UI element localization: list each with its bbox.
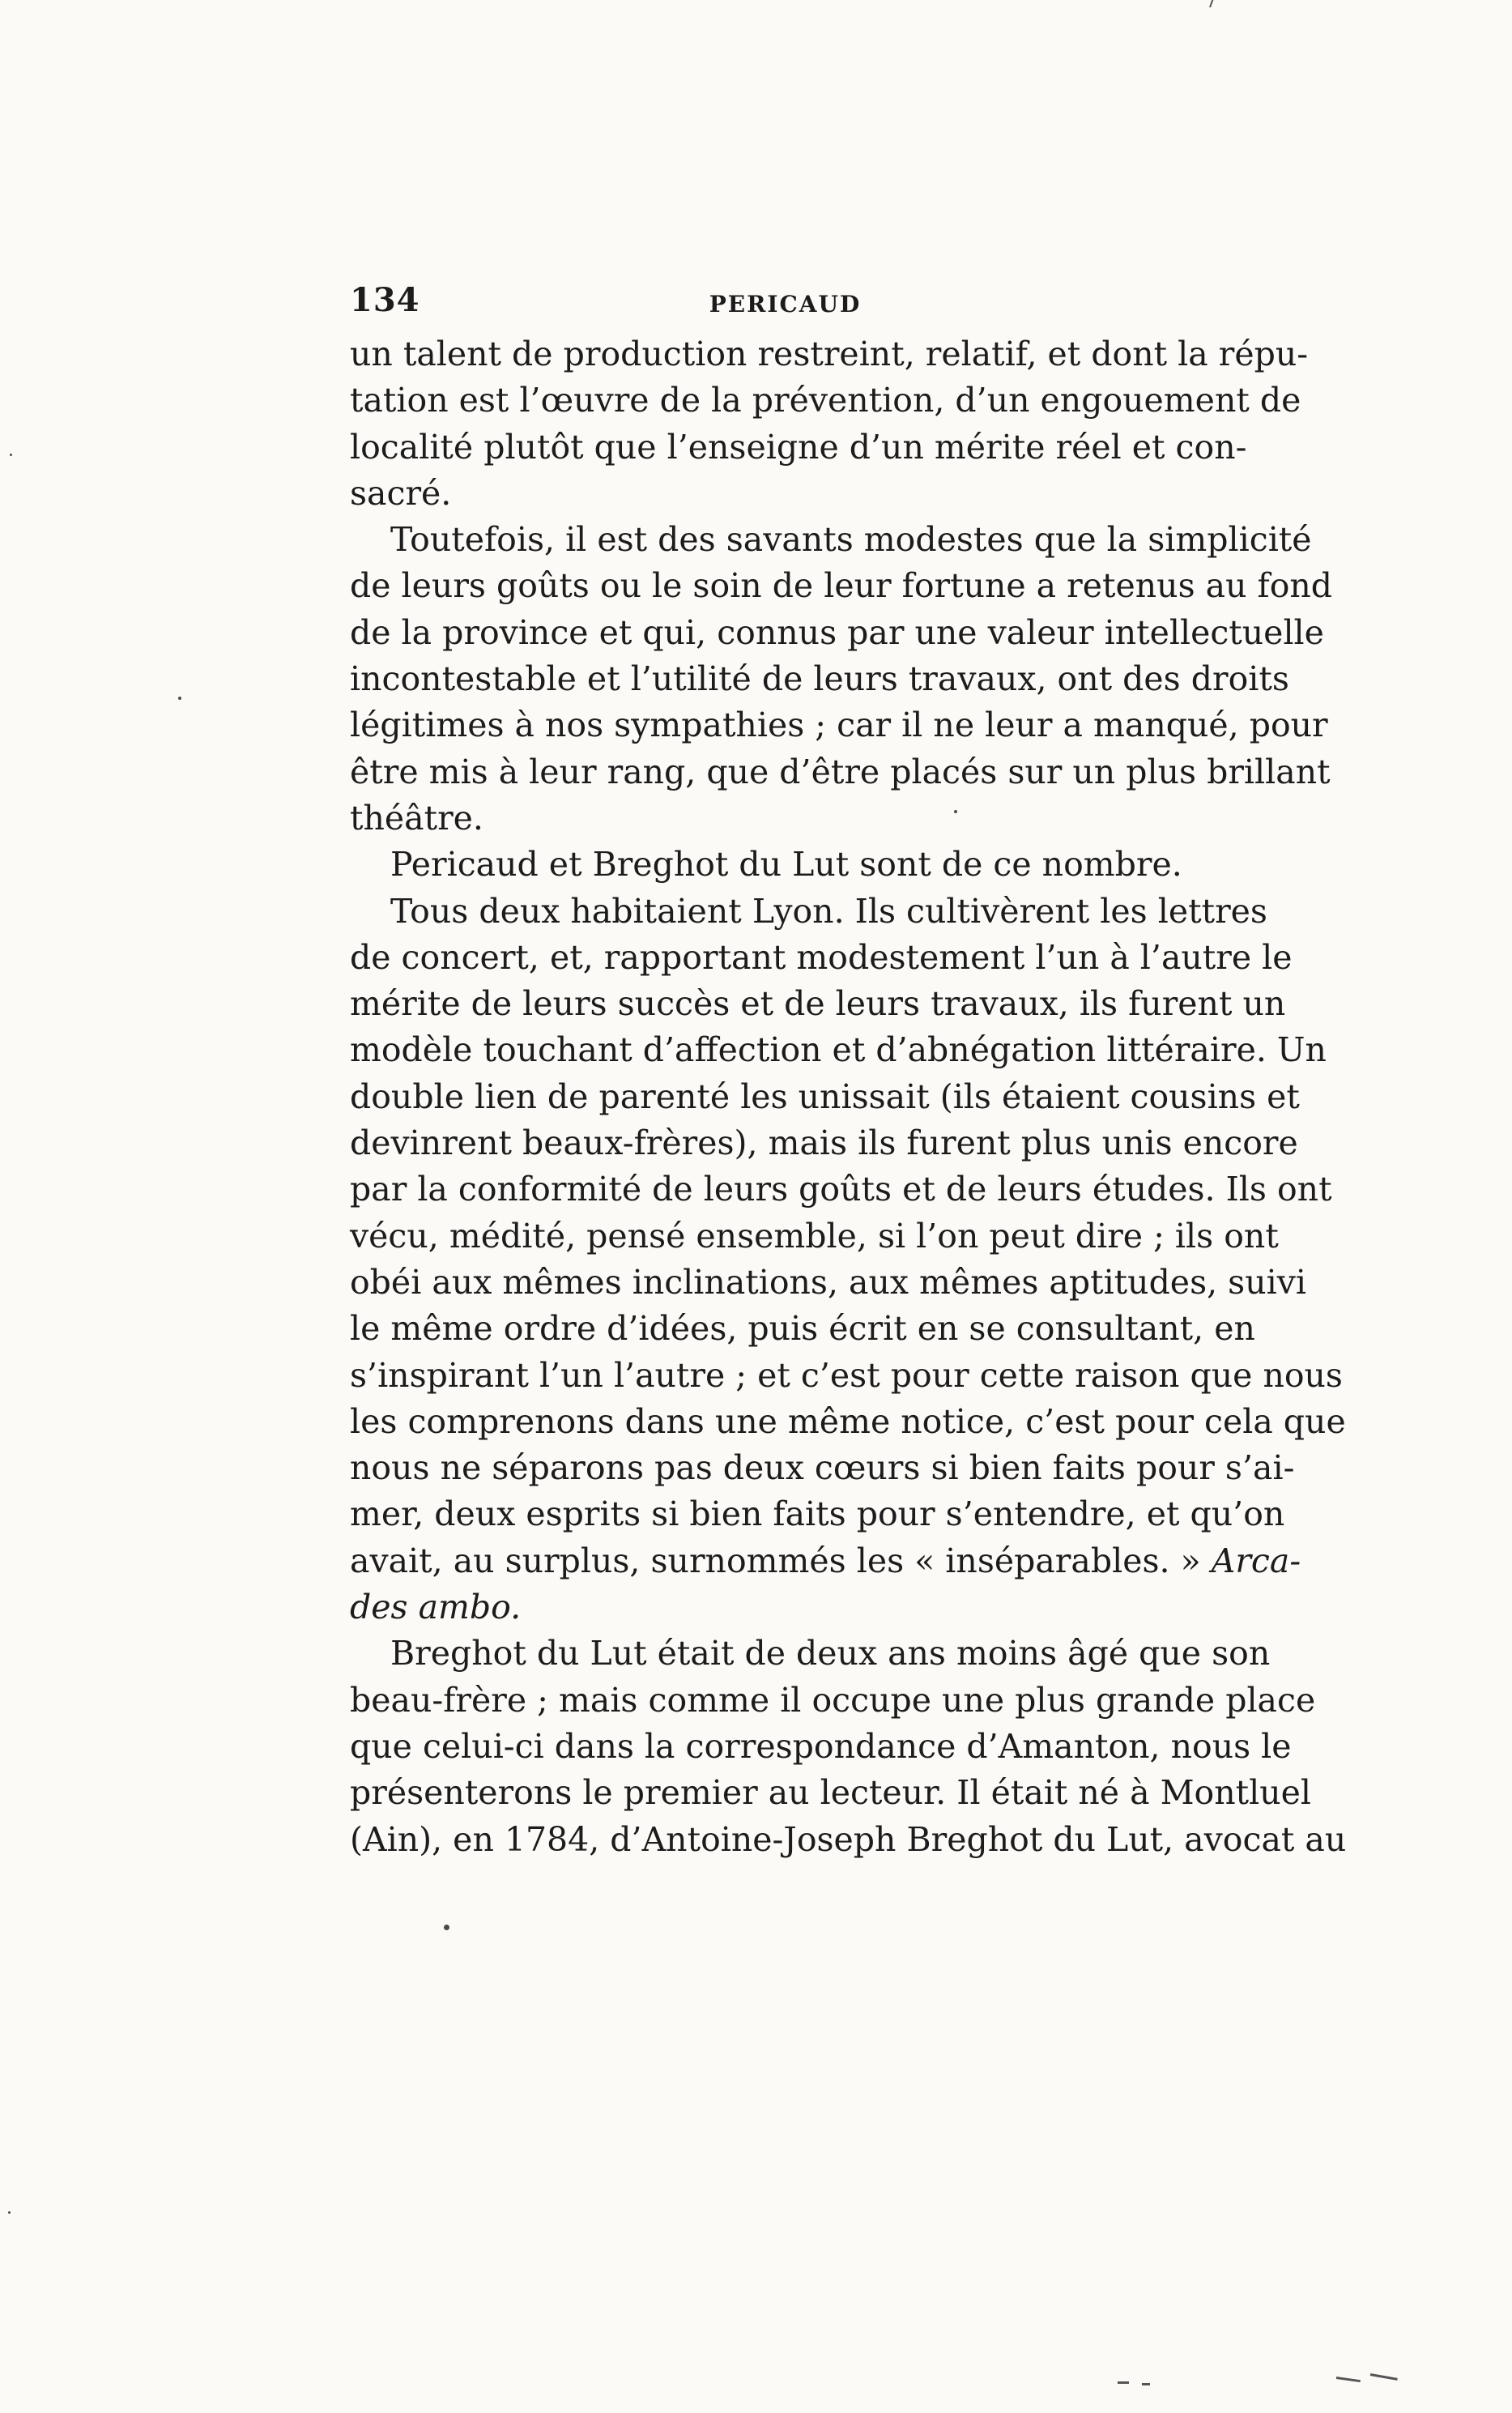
text-line: que celui-ci dans la correspondance d’Amanton, nous le (350, 1726, 1292, 1766)
text-line: incontestable et l’utilité de leurs travaux, ont des droits (350, 659, 1289, 699)
scan-speck (178, 697, 181, 700)
text-line: un talent de production restreint, relatif, et dont la répu- (350, 335, 1309, 373)
page-number: 134 (350, 281, 420, 319)
running-head: PERICAUD (709, 291, 862, 318)
text-line: être mis à leur rang, que d’être placés sur un plus brillant (350, 752, 1331, 791)
text-line: vécu, médité, pensé ensemble, si l’on peut dire ; ils ont (350, 1216, 1279, 1256)
text-line: obéi aux mêmes inclinations, aux mêmes aptitudes, suivi (350, 1262, 1307, 1302)
italic-text: Arca- (1211, 1541, 1301, 1580)
scan-edge-stroke (1142, 2383, 1150, 2385)
text-line: localité plutôt que l’enseigne d’un mérite réel et con- (350, 427, 1247, 467)
scan-speck (10, 454, 12, 456)
text-line: théâtre. (350, 798, 483, 838)
scan-speck (444, 1925, 449, 1930)
scan-speck (954, 810, 957, 813)
text-line: devinrent beaux-frères), mais ils furent plus unis encore (350, 1123, 1298, 1163)
text-line: tation est l’œuvre de la prévention, d’un engouement de (350, 381, 1301, 420)
text-line: les comprenons dans une même notice, c’est pour cela que (350, 1401, 1346, 1441)
text-line: sacré. (350, 473, 452, 513)
text-line: présenterons le premier au lecteur. Il était né à Montluel (350, 1773, 1312, 1813)
scan-edge-stroke (1336, 2377, 1361, 2382)
text-line: beau-frère ; mais comme il occupe une plus grande place (350, 1680, 1316, 1720)
text-line: Toutefois, il est des savants modestes que la simplicité (390, 520, 1312, 560)
text-line: nous ne séparons pas deux cœurs si bien faits pour s’ai- (350, 1448, 1295, 1488)
text-line: par la conformité de leurs goûts et de leurs études. Ils ont (350, 1170, 1332, 1209)
text-line: mer, deux esprits si bien faits pour s’entendre, et qu’on (350, 1494, 1285, 1534)
paragraph (350, 331, 1309, 517)
text-line: s’inspirant l’un l’autre ; et c’est pour cette raison que nous (350, 1355, 1343, 1395)
text-line: mérite de leurs succès et de leurs travaux, ils furent un (350, 984, 1286, 1024)
text-line: le même ordre d’idées, puis écrit en se consultant, en (350, 1309, 1255, 1349)
text-line: légitimes à nos sympathies ; car il ne leur a manqué, pour (350, 706, 1328, 745)
text-line: de la province et qui, connus par une valeur intellectuelle (350, 612, 1324, 652)
text-line: des ambo. (350, 1588, 522, 1627)
body-text (350, 331, 1347, 1863)
text-line: Breghot du Lut était de deux ans moins âgé que son (390, 1634, 1271, 1673)
text-line: double lien de parenté les unissait (ils étaient cousins et (350, 1076, 1300, 1116)
text-line: Tous deux habitaient Lyon. Ils cultivèrent les lettres (390, 891, 1267, 931)
scan-edge-stroke (1209, 0, 1216, 7)
scan-edge-stroke (1118, 2381, 1129, 2384)
scan-edge-stroke (1370, 2373, 1398, 2381)
paragraph (350, 889, 1346, 1631)
text-line: (Ain), en 1784, d’Antoine-Joseph Breghot du Lut, avocat au (350, 1819, 1347, 1859)
text-line: de concert, et, rapportant modestement l’un à l’autre le (350, 937, 1293, 977)
text-line: Pericaud et Breghot du Lut sont de ce nombre. (390, 845, 1182, 885)
text-line: de leurs goûts ou le soin de leur fortune a retenus au fond (350, 566, 1333, 606)
paragraph (350, 517, 1333, 842)
page-header (350, 281, 1220, 330)
text-line: modèle touchant d’affection et d’abnégation littéraire. Un (350, 1030, 1327, 1070)
paragraph (350, 842, 1220, 888)
paragraph (350, 1631, 1347, 1862)
text-line: avait, au surplus, surnommés les « inséparables. » Arca- (350, 1541, 1301, 1580)
scan-speck (8, 2211, 11, 2214)
